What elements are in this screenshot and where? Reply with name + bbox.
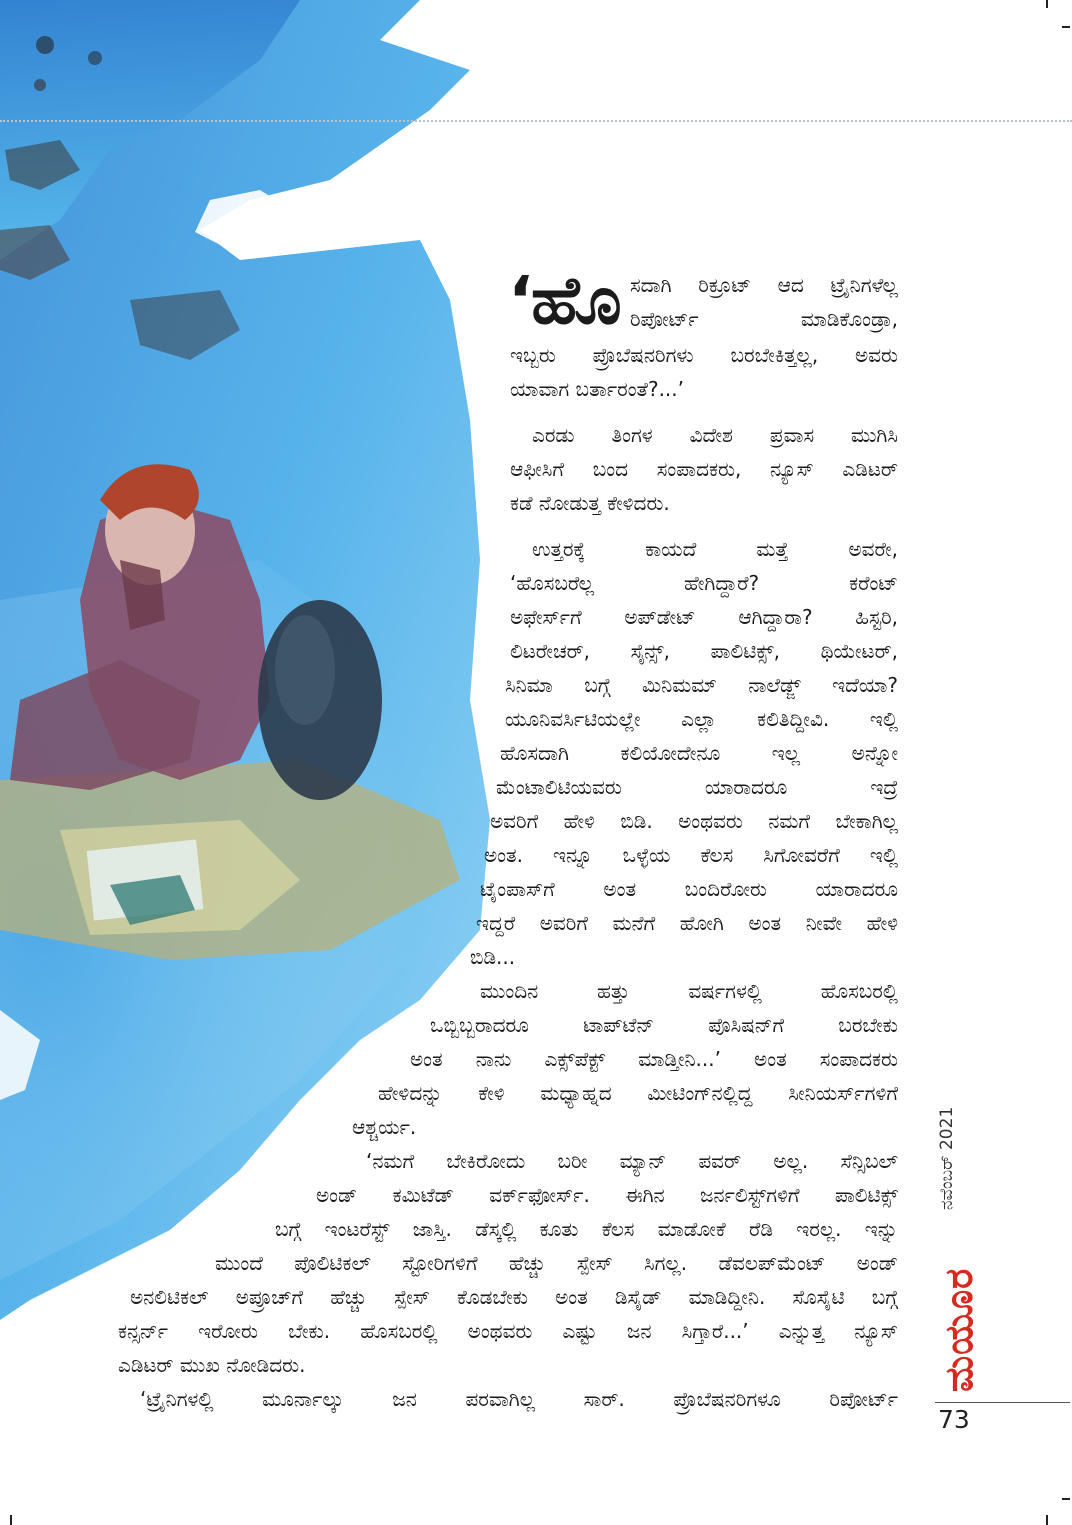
- article-line: ಕಡೆ ನೋಡುತ್ತ ಕೇಳಿದರು.: [510, 491, 670, 515]
- article-line: ಅನಲಿಟಿಕಲ್ ಅಪ್ರೂಚ್‌ಗೆ ಹೆಚ್ಚು ಸ್ಪೇಸ್ ಕೊಡಬೇಕು ಅಂತ ಡಿಸೈಡ್ ಮಾಡಿದ್ದೀನಿ. ಸೊಸೈಟಿ ಬಗ್ಗೆ: [130, 1285, 898, 1309]
- article-line: ಬಿಡಿ...: [470, 945, 516, 969]
- article-line: ಯೂನಿವರ್ಸಿಟಿಯಲ್ಲೇ ಎಲ್ಲಾ ಕಲಿತಿದ್ದೀವಿ. ಇಲ್ಲಿ: [505, 707, 898, 731]
- article-line: ಮೆಂಟಾಲಿಟಿಯವರು ಯಾರಾದರೂ ಇದ್ರೆ: [496, 775, 898, 799]
- article-line: ರಿಪೋರ್ಟ್ ಮಾಡಿಕೊಂಡ್ರಾ,: [630, 307, 898, 331]
- drop-cap: ‘ಹೊ: [508, 262, 620, 339]
- article-line: ಅಂತ. ಇನ್ನೂ ಒಳ್ಳೆಯ ಕೆಲಸ ಸಿಗೋವರೆಗೆ ಇಲ್ಲಿ: [484, 843, 898, 867]
- article-line: ಅವರಿಗೆ ಹೇಳಿ ಬಿಡಿ. ಅಂಥವರು ನಮಗೆ ಬೇಕಾಗಿಲ್ಲ: [490, 809, 898, 833]
- article-line: ‘ಟ್ರೈನಿಗಳಲ್ಲಿ ಮೂರ್ನಾಲ್ಕು ಜನ ಪರವಾಗಿಲ್ಲ ಸಾರ್. ಪ್ರೊಬೆಷನರಿಗಳೂ ರಿಪೋರ್ಟ್: [140, 1387, 898, 1411]
- article-line: ಉತ್ತರಕ್ಕೆ ಕಾಯದೆ ಮತ್ತೆ ಅವರೇ,: [532, 537, 898, 561]
- article-line: ಅಫೇರ್ಸ್‌ಗೆ ಅಪ್‌ಡೇಟ್ ಆಗಿದ್ದಾರಾ? ಹಿಸ್ಟರಿ,: [510, 605, 898, 629]
- article-line: ಯಾವಾಗ ಬರ್ತಾರಂತೆ?...’: [510, 377, 685, 401]
- article-line: ಬಗ್ಗೆ ಇಂಟರೆಸ್ಟ್ ಜಾಸ್ತಿ. ಡೆಸ್ಕಲ್ಲಿ ಕೂತು ಕೆಲಸ ಮಾಡೋಕೆ ರೆಡಿ ಇರಲ್ಲ. ಇನ್ನು: [275, 1217, 898, 1241]
- article-line: ಒಬ್ಬಿಬ್ಬರಾದರೂ ಟಾಪ್‌ಟೆನ್ ಪೊಸಿಷನ್‌ಗೆ ಬರಬೇಕು: [430, 1013, 898, 1037]
- article-line: ಲಿಟರೇಚರ್, ಸೈನ್ಸ್, ಪಾಲಿಟಿಕ್ಸ್, ಥಿಯೇಟರ್,: [510, 639, 898, 663]
- article-line: ಎಡಿಟರ್ ಮುಖ ನೋಡಿದರು.: [118, 1353, 306, 1377]
- article-line: ಇದ್ದರೆ ಅವರಿಗೆ ಮನೆಗೆ ಹೋಗಿ ಅಂತ ನೀವೇ ಹೇಳಿ: [476, 911, 898, 935]
- article-line: ಕನ್ಸರ್ನ್ ಇರೋರು ಬೇಕು. ಹೊಸಬರಲ್ಲಿ ಅಂಥವರು ಎಷ್ಟು ಜನ ಸಿಗ್ತಾರೆ...’ ಎನ್ನುತ್ತ ನ್ಯೂಸ್: [118, 1319, 898, 1343]
- article-line: ಹೊಸದಾಗಿ ಕಲಿಯೋದೇನೂ ಇಲ್ಲ ಅನ್ನೋ: [500, 741, 898, 765]
- article-line: ಎರಡು ತಿಂಗಳ ವಿದೇಶ ಪ್ರವಾಸ ಮುಗಿಸಿ: [532, 423, 898, 447]
- article-line: ಮುಂದಿನ ಹತ್ತು ವರ್ಷಗಳಲ್ಲಿ ಹೊಸಬರಲ್ಲಿ: [480, 979, 898, 1003]
- article-line: ಮುಂದೆ ಪೊಲಿಟಿಕಲ್ ಸ್ಟೋರಿಗಳಿಗೆ ಹೆಚ್ಚು ಸ್ಪೇಸ್ ಸಿಗಲ್ಲ. ಡೆವಲಪ್‌ಮೆಂಟ್ ಅಂಡ್: [215, 1251, 898, 1275]
- article-line: ‘ನಮಗೆ ಬೇಕಿರೋದು ಬರೀ ಮ್ಯಾನ್ ಪವರ್ ಅಲ್ಲ. ಸೆನ್ಸಿಬಲ್: [366, 1149, 898, 1173]
- article-line: ಇಬ್ಬರು ಪ್ರೊಬೆಷನರಿಗಳು ಬರಬೇಕಿತ್ತಲ್ಲ, ಅವರು: [510, 343, 898, 367]
- article-line: ಆಫೀಸಿಗೆ ಬಂದ ಸಂಪಾದಕರು, ನ್ಯೂಸ್ ಎಡಿಟರ್: [510, 457, 898, 481]
- article-line: ಅಂಡ್ ಕಮಿಟೆಡ್ ವರ್ಕ್‌ಫೋರ್ಸ್. ಈಗಿನ ಜರ್ನಲಿಸ್ಟ್‌ಗಳಿಗೆ ಪಾಲಿಟಿಕ್ಸ್: [316, 1183, 898, 1207]
- article-line: ಟೈಂಪಾಸ್‌ಗೆ ಅಂತ ಬಂದಿರೋರು ಯಾರಾದರೂ: [480, 877, 898, 901]
- article-line: ಸಿನಿಮಾ ಬಗ್ಗೆ ಮಿನಿಮಮ್ ನಾಲೆಡ್ಜ್ ಇದೆಯಾ?: [505, 673, 898, 697]
- magazine-logo: ಮಯೂರ: [937, 1267, 981, 1392]
- article-line: ಆಶ್ಚರ್ಯ.: [352, 1115, 417, 1139]
- article-line: ಅಂತ ನಾನು ಎಕ್ಸ್‌ಪೆಕ್ಟ್ ಮಾಡ್ತೀನಿ...’ ಅಂತ ಸಂಪಾದಕರು: [410, 1047, 898, 1071]
- page-number: 73: [938, 1405, 970, 1434]
- article-line: ಹೇಳಿದನ್ನು ಕೇಳಿ ಮಧ್ಯಾಹ್ನದ ಮೀಟಿಂಗ್‌ನಲ್ಲಿದ್ದ ಸೀನಿಯರ್ಸ್‌ಗಳಿಗೆ: [378, 1081, 898, 1105]
- article-line: ಸದಾಗಿ ರಿಕ್ರೂಟ್ ಆದ ಟ್ರೈನಿಗಳೆಲ್ಲ: [630, 273, 898, 297]
- article-line: ‘ಹೊಸಬರೆಲ್ಲ ಹೇಗಿದ್ದಾರೆ? ಕರೆಂಟ್: [510, 571, 898, 595]
- issue-date: ನವೆಂಬರ್ 2021: [937, 1106, 957, 1210]
- folio-rule: [935, 1402, 1070, 1403]
